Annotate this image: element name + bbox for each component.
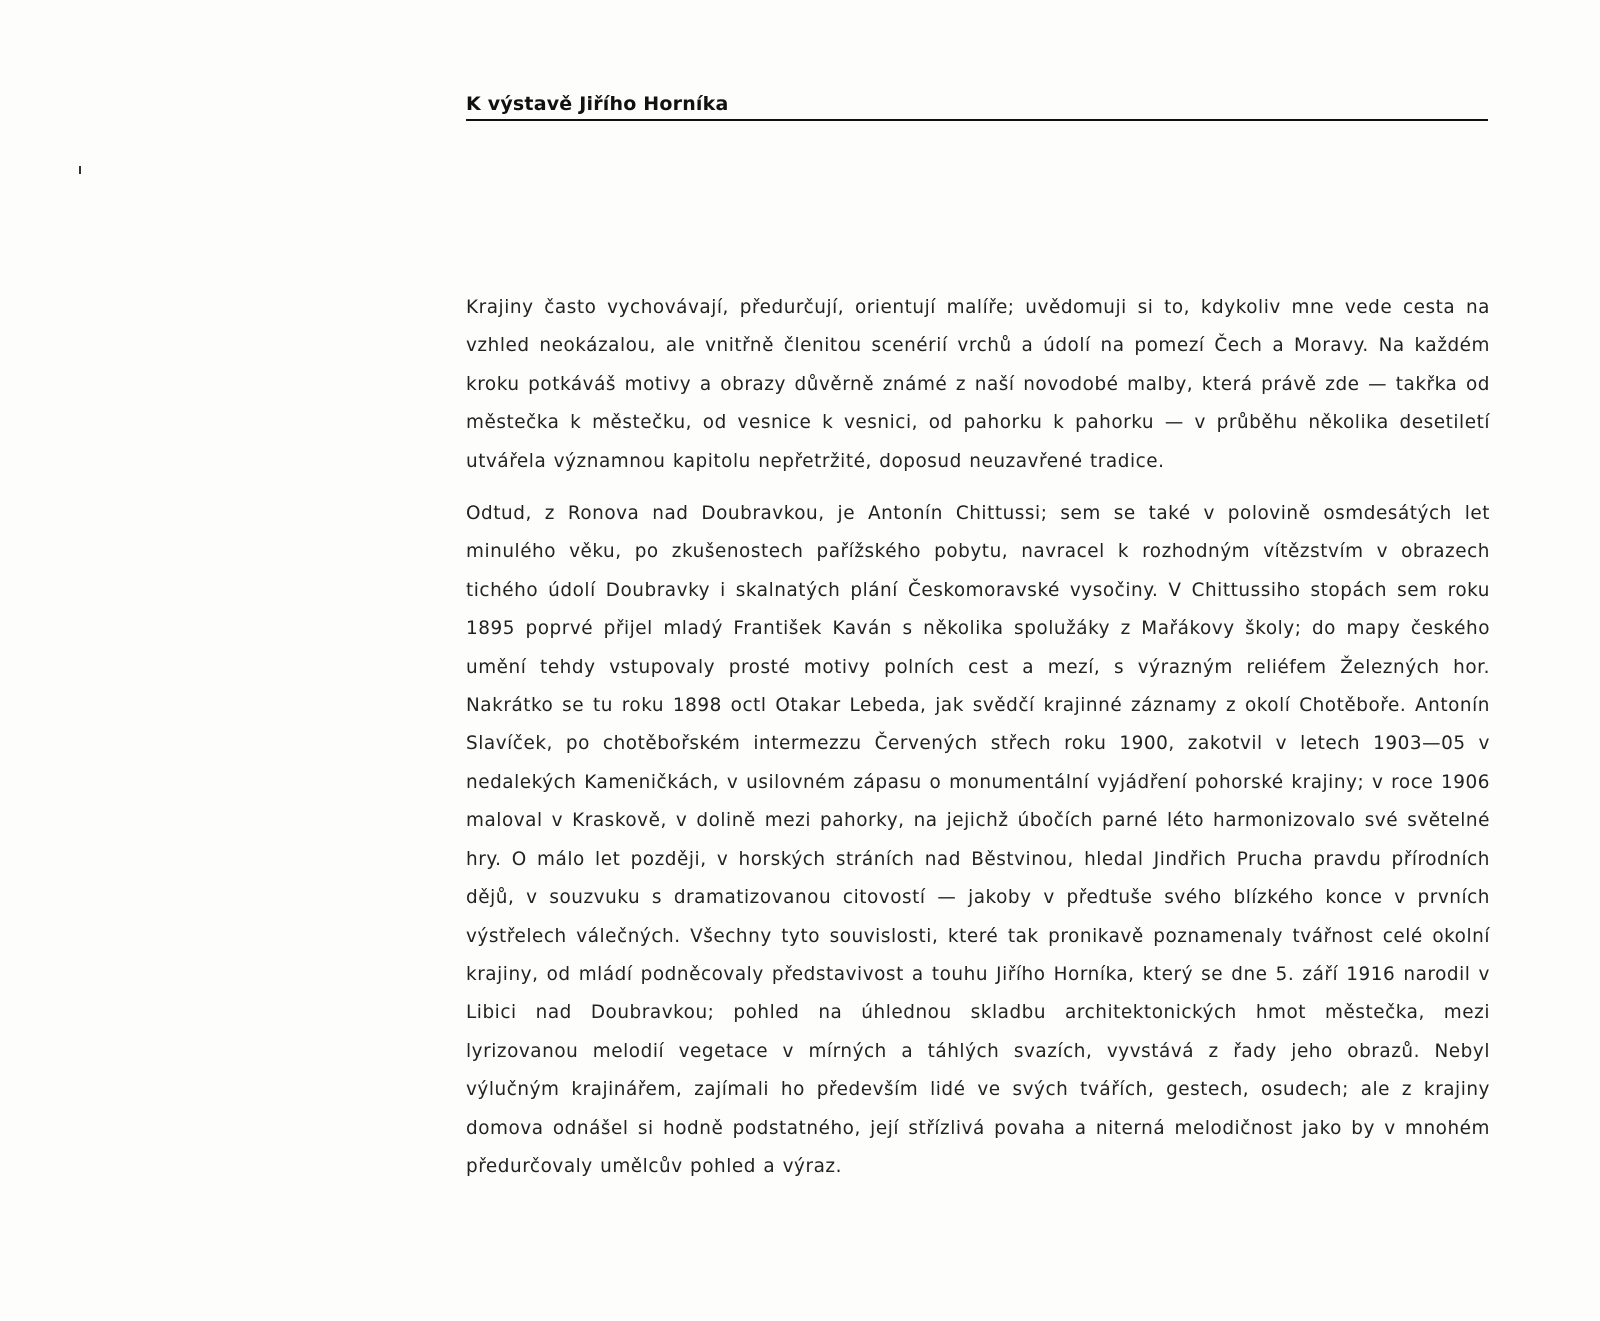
page-header — [466, 92, 1488, 121]
title-underline — [466, 119, 1488, 121]
page-title: K výstavě Jiřího Horníka — [466, 93, 729, 115]
paragraph-2: Odtud, z Ronova nad Doubravkou, je Antonín Chittussi; sem se také v polovině osmdesátých let minulého věku, po zkušenostech pařížského pobytu, navracel k rozhodným vítězstvím v obrazech tichého údolí Doubravky i skalnatých plání Českomoravské vysočiny. V Chittussiho stopách sem roku 1895 poprvé přijel mladý František Kaván s několika spolužáky z Mařákovy školy; do mapy českého umění tehdy vstupovaly prosté motivy polních cest a mezí, s výrazným reliéfem Železných hor. Nakrátko se tu roku 1898 octl Otakar Lebeda, jak svědčí krajinné záznamy z okolí Chotěboře. Antonín Slavíček, po chotěbořském intermezzu Červených střech roku 1900, zakotvil v letech 1903—05 v nedalekých Kameničkách, v usilovném zápasu o monumentální vyjádření pohorské krajiny; v roce 1906 maloval v Kraskově, v dolině mezi pahorky, na jejichž úbočích parné léto harmonizovalo své světelné hry. O málo let později, v horských stráních nad Běstvinou, hledal Jindřich Prucha pravdu přírodních dějů, v souzvuku s dramatizovanou citovostí — jakoby v předtuše svého blízkého konce v prvních výstřelech válečných. Všechny tyto souvislosti, které tak pronikavě poznamenaly tvářnost celé okolní krajiny, od mládí podněcovaly představivost a touhu Jiřího Horníka, který se dne 5. září 1916 narodil v Libici nad Doubravkou; pohled na úhlednou skladbu architektonických hmot městečka, mezi lyrizovanou melodií vegetace v mírných a táhlých svazích, vyvstává z řady jeho obrazů. Nebyl výlučným krajinářem, zajímali ho především lidé ve svých tvářích, gestech, osudech; ale z krajiny domova odnášel si hodně podstatného, její střízlivá povaha a niterná melodičnost jako by v mnohém předurčovaly umělcův pohled a výraz. — [466, 503, 1490, 1177]
article-body — [466, 289, 1490, 1186]
paragraph-1: Krajiny často vychovávají, předurčují, orientují malíře; uvědomuji si to, kdykoliv mne vede cesta na vzhled neokázalou, ale vnitřně členitou scenérií vrchů a údolí na pomezí Čech a Moravy. Na každém kroku potkáváš motivy a obrazy důvěrně známé z naší novodobé malby, která právě zde — takřka od městečka k městečku, od vesnice k vesnici, od pahorku k pahorku — v průběhu několika desetiletí utvářela významnou kapitolu nepřetržité, doposud neuzavřené tradice. — [466, 297, 1490, 472]
scan-mark — [79, 166, 81, 174]
